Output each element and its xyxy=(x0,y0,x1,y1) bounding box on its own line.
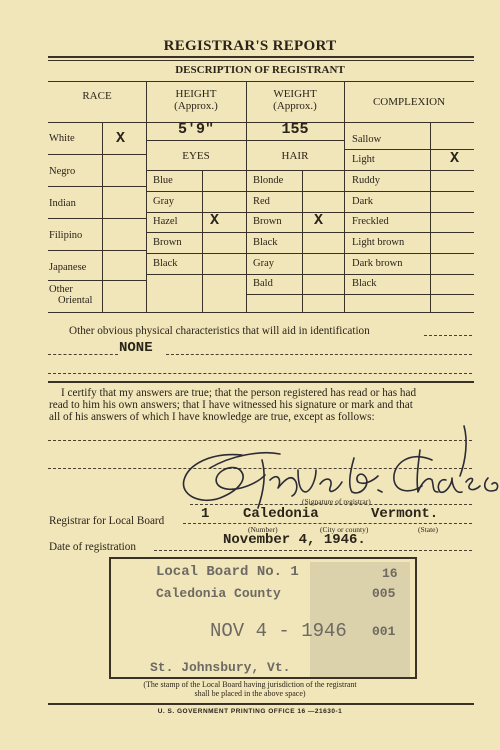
caption-state: (State) xyxy=(418,525,438,534)
hair-option-gray: Gray xyxy=(253,258,274,269)
hair-header: HAIR xyxy=(281,150,309,162)
registrar-label: Registrar for Local Board xyxy=(49,515,165,527)
race-option-oriental: Oriental xyxy=(58,295,93,306)
board-city: Caledonia xyxy=(243,506,319,522)
race-header: RACE xyxy=(82,90,112,102)
complexion-option-black: Black xyxy=(352,278,377,289)
printing-office-footer: U. S. GOVERNMENT PRINTING OFFICE 16 —21630-1 xyxy=(157,708,343,715)
complexion-option-dark: Dark xyxy=(352,196,373,207)
hair-check-mark: X xyxy=(314,212,324,229)
race-option-filipino: Filipino xyxy=(49,230,83,241)
certification-line-2: read to him his own answers; that I have witnessed his signature or mark and that xyxy=(49,399,413,411)
caption-number: (Number) xyxy=(248,525,278,534)
height-value: 5'9" xyxy=(177,121,214,138)
complexion-check-mark: X xyxy=(450,150,460,167)
complexion-option-dark-brown: Dark brown xyxy=(352,258,403,269)
hair-option-black: Black xyxy=(253,237,278,248)
complexion-option-freckled: Freckled xyxy=(352,216,389,227)
eyes-option-black: Black xyxy=(153,258,178,269)
date-value: November 4, 1946. xyxy=(223,532,366,548)
hair-option-bald: Bald xyxy=(253,278,273,289)
divider xyxy=(48,703,474,705)
divider xyxy=(48,381,474,383)
complexion-header: COMPLEXION xyxy=(372,96,446,108)
eyes-check-mark: X xyxy=(210,212,220,229)
other-characteristics-value: NONE xyxy=(119,340,153,356)
complexion-option-light: Light xyxy=(352,154,375,165)
board-state: Vermont. xyxy=(371,506,439,522)
certification-line-1: I certify that my answers are true; that the person registered has read or has had xyxy=(61,387,417,399)
stamp-caption: (The stamp of the Local Board having jurisdiction of the registrant shall be placed in the above space) xyxy=(143,680,357,698)
eyes-option-blue: Blue xyxy=(153,175,173,186)
complexion-option-sallow: Sallow xyxy=(352,134,382,145)
certification-line-3: all of his answers of which I have knowledge are true, except as follows: xyxy=(49,411,375,423)
complexion-option-ruddy: Ruddy xyxy=(352,175,381,186)
weight-value: 155 xyxy=(281,121,309,138)
date-label: Date of registration xyxy=(49,541,136,553)
signature-caption: (Signature of registrar) xyxy=(302,497,371,506)
local-board-stamp: Local Board No. 1 Caledonia County NOV 4 - 1946 St. Johnsbury, Vt. 16 005 001 xyxy=(150,562,418,680)
hair-option-red: Red xyxy=(253,196,270,207)
weight-header: WEIGHT (Approx.) xyxy=(273,88,317,112)
other-characteristics-label: Other obvious physical characteristics that will aid in identification xyxy=(69,325,370,337)
race-option-white: White xyxy=(49,133,75,144)
board-number: 1 xyxy=(201,506,210,522)
eyes-option-brown: Brown xyxy=(153,237,182,248)
divider xyxy=(48,60,474,61)
hair-option-brown: Brown xyxy=(253,216,282,227)
eyes-option-hazel: Hazel xyxy=(153,216,178,227)
race-option-japanese: Japanese xyxy=(49,262,87,273)
divider xyxy=(48,56,474,58)
complexion-option-light-brown: Light brown xyxy=(352,237,405,248)
race-option-negro: Negro xyxy=(49,166,76,177)
caption-city: (City or county) xyxy=(320,525,369,534)
hair-option-blonde: Blonde xyxy=(253,175,284,186)
race-check-mark: X xyxy=(116,130,126,147)
eyes-header: EYES xyxy=(182,150,210,162)
page-title: REGISTRAR'S REPORT xyxy=(163,38,337,54)
height-header: HEIGHT (Approx.) xyxy=(174,88,218,112)
eyes-option-gray: Gray xyxy=(153,196,174,207)
section-title: DESCRIPTION OF REGISTRANT xyxy=(175,64,345,76)
race-option-other: Other xyxy=(49,284,73,295)
race-option-indian: Indian xyxy=(49,198,76,209)
